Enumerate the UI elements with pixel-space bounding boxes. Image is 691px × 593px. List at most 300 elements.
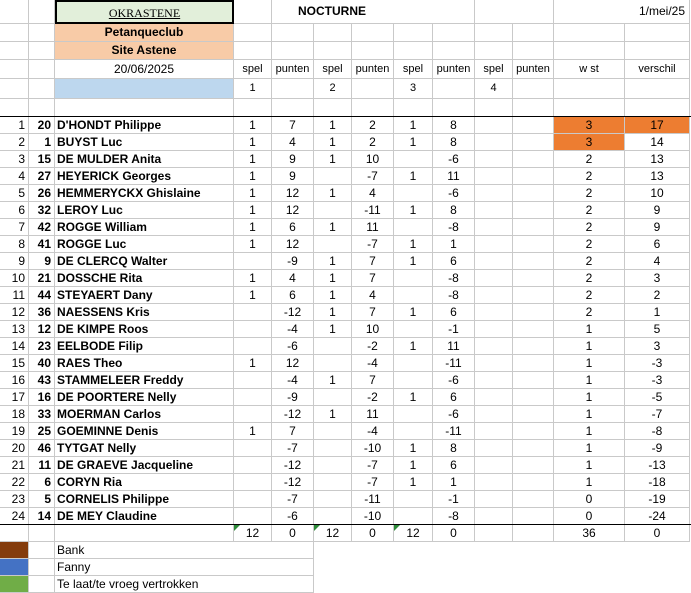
rank[interactable]: 5 xyxy=(0,185,29,202)
player-name[interactable]: CORYN Ria xyxy=(55,474,234,491)
player-number[interactable]: 11 xyxy=(29,457,55,474)
verschil-cell[interactable]: 14 xyxy=(625,134,690,151)
cell-empty[interactable] xyxy=(625,24,690,42)
punten-cell[interactable] xyxy=(513,219,554,236)
punten-cell[interactable]: 7 xyxy=(352,270,394,287)
verschil-cell[interactable]: -24 xyxy=(625,508,690,525)
punten-cell[interactable]: 4 xyxy=(352,287,394,304)
spel-cell[interactable] xyxy=(234,338,272,355)
punten-cell[interactable]: 12 xyxy=(272,236,314,253)
spel-cell[interactable] xyxy=(314,474,352,491)
verschil-cell[interactable]: -3 xyxy=(625,355,690,372)
spel-cell[interactable] xyxy=(394,491,433,508)
punten-cell[interactable]: -7 xyxy=(352,168,394,185)
cell-empty[interactable] xyxy=(433,99,475,117)
punten-cell[interactable] xyxy=(513,151,554,168)
spel-cell[interactable] xyxy=(394,270,433,287)
w-st-cell[interactable]: 1 xyxy=(554,389,625,406)
spel-cell[interactable]: 1 xyxy=(394,304,433,321)
player-number[interactable]: 23 xyxy=(29,338,55,355)
spel-cell[interactable] xyxy=(314,491,352,508)
rank[interactable]: 10 xyxy=(0,270,29,287)
cell-empty[interactable] xyxy=(0,525,29,542)
punten-cell[interactable]: -6 xyxy=(272,338,314,355)
spel-cell[interactable] xyxy=(475,423,513,440)
player-name[interactable]: STAMMELEER Freddy xyxy=(55,372,234,389)
spel-cell[interactable] xyxy=(394,287,433,304)
punten-cell[interactable]: 1 xyxy=(433,236,475,253)
player-number[interactable]: 14 xyxy=(29,508,55,525)
player-name[interactable]: DE MEY Claudine xyxy=(55,508,234,525)
w-st-cell[interactable]: 0 xyxy=(554,491,625,508)
total-p2[interactable]: 0 xyxy=(352,525,394,542)
player-name[interactable]: STEYAERT Dany xyxy=(55,287,234,304)
cell-empty[interactable] xyxy=(234,24,272,42)
spel-cell[interactable] xyxy=(475,457,513,474)
punten-cell[interactable] xyxy=(513,355,554,372)
spel-cell[interactable] xyxy=(234,491,272,508)
verschil-cell[interactable]: 1 xyxy=(625,304,690,321)
spel-cell[interactable] xyxy=(314,389,352,406)
total-w-st[interactable]: 36 xyxy=(554,525,625,542)
spel-cell[interactable]: 1 xyxy=(234,219,272,236)
punten-cell[interactable]: -7 xyxy=(272,440,314,457)
spel-cell[interactable]: 1 xyxy=(314,151,352,168)
spel-cell[interactable]: 1 xyxy=(394,389,433,406)
player-number[interactable]: 12 xyxy=(29,321,55,338)
punten-cell[interactable]: -1 xyxy=(433,321,475,338)
rank[interactable]: 11 xyxy=(0,287,29,304)
cell-empty[interactable] xyxy=(55,99,234,117)
spel-cell[interactable]: 1 xyxy=(234,423,272,440)
spel-cell[interactable] xyxy=(314,168,352,185)
spel-cell[interactable] xyxy=(475,168,513,185)
w-st-cell[interactable]: 1 xyxy=(554,440,625,457)
cell-b1[interactable] xyxy=(29,0,55,24)
spel-cell[interactable]: 1 xyxy=(234,168,272,185)
punten-cell[interactable]: 12 xyxy=(272,202,314,219)
spel-cell[interactable]: 1 xyxy=(314,372,352,389)
header-spel[interactable]: spel xyxy=(475,60,513,79)
spel-cell[interactable] xyxy=(475,270,513,287)
player-number[interactable]: 41 xyxy=(29,236,55,253)
cell-empty[interactable] xyxy=(475,99,513,117)
punten-cell[interactable]: 6 xyxy=(433,253,475,270)
cell-a1[interactable] xyxy=(0,0,29,24)
spel-cell[interactable]: 1 xyxy=(394,202,433,219)
rank[interactable]: 20 xyxy=(0,440,29,457)
punten-cell[interactable] xyxy=(513,338,554,355)
punten-cell[interactable] xyxy=(513,423,554,440)
spel-cell[interactable]: 1 xyxy=(394,253,433,270)
spel-cell[interactable] xyxy=(475,440,513,457)
total-p3[interactable]: 0 xyxy=(433,525,475,542)
player-number[interactable]: 43 xyxy=(29,372,55,389)
punten-cell[interactable] xyxy=(513,457,554,474)
spel-cell[interactable]: 1 xyxy=(314,219,352,236)
verschil-cell[interactable]: 3 xyxy=(625,338,690,355)
punten-cell[interactable] xyxy=(513,168,554,185)
punten-cell[interactable] xyxy=(513,202,554,219)
w-st-cell[interactable]: 3 xyxy=(554,134,625,151)
punten-cell[interactable]: -2 xyxy=(352,338,394,355)
w-st-cell[interactable]: 2 xyxy=(554,202,625,219)
player-name[interactable]: CORNELIS Philippe xyxy=(55,491,234,508)
punten-cell[interactable]: 9 xyxy=(272,151,314,168)
cell-a5[interactable] xyxy=(0,79,29,99)
cell-empty[interactable] xyxy=(513,79,554,99)
cell-empty[interactable] xyxy=(625,99,690,117)
w-st-cell[interactable]: 0 xyxy=(554,508,625,525)
rank[interactable]: 8 xyxy=(0,236,29,253)
w-st-cell[interactable]: 3 xyxy=(554,117,625,134)
punten-cell[interactable] xyxy=(513,491,554,508)
spel-cell[interactable]: 1 xyxy=(234,270,272,287)
header-spel[interactable]: spel xyxy=(314,60,352,79)
punten-cell[interactable]: -6 xyxy=(433,406,475,423)
punten-cell[interactable] xyxy=(513,508,554,525)
w-st-cell[interactable]: 2 xyxy=(554,270,625,287)
rank[interactable]: 12 xyxy=(0,304,29,321)
player-number[interactable]: 32 xyxy=(29,202,55,219)
verschil-cell[interactable]: -18 xyxy=(625,474,690,491)
player-number[interactable]: 16 xyxy=(29,389,55,406)
spel-cell[interactable] xyxy=(394,219,433,236)
cell-empty[interactable] xyxy=(513,42,554,60)
player-name[interactable]: D'HONDT Philippe xyxy=(55,117,234,134)
punten-cell[interactable]: -7 xyxy=(352,474,394,491)
punten-cell[interactable]: -4 xyxy=(272,321,314,338)
punten-cell[interactable]: 7 xyxy=(272,117,314,134)
spel-cell[interactable] xyxy=(234,474,272,491)
rank[interactable]: 17 xyxy=(0,389,29,406)
spel-cell[interactable]: 1 xyxy=(234,185,272,202)
verschil-cell[interactable]: 4 xyxy=(625,253,690,270)
header-punten[interactable]: punten xyxy=(352,60,394,79)
rank[interactable]: 19 xyxy=(0,423,29,440)
spel-cell[interactable] xyxy=(394,406,433,423)
player-name[interactable]: DE MULDER Anita xyxy=(55,151,234,168)
w-st-cell[interactable]: 1 xyxy=(554,372,625,389)
cell-empty[interactable] xyxy=(554,42,625,60)
spel-cell[interactable] xyxy=(314,508,352,525)
punten-cell[interactable] xyxy=(513,270,554,287)
punten-cell[interactable]: 6 xyxy=(272,287,314,304)
verschil-cell[interactable]: -7 xyxy=(625,406,690,423)
spel-cell[interactable] xyxy=(314,355,352,372)
punten-cell[interactable]: 12 xyxy=(272,185,314,202)
punten-cell[interactable]: -12 xyxy=(272,457,314,474)
spel-cell[interactable]: 1 xyxy=(314,270,352,287)
spel-cell[interactable] xyxy=(475,151,513,168)
player-number[interactable]: 25 xyxy=(29,423,55,440)
w-st-cell[interactable]: 1 xyxy=(554,457,625,474)
punten-cell[interactable]: -7 xyxy=(272,491,314,508)
header-punten[interactable]: punten xyxy=(272,60,314,79)
w-st-cell[interactable]: 2 xyxy=(554,304,625,321)
verschil-cell[interactable]: 6 xyxy=(625,236,690,253)
punten-cell[interactable] xyxy=(513,185,554,202)
spel-cell[interactable] xyxy=(394,321,433,338)
punten-cell[interactable] xyxy=(513,134,554,151)
cell-empty[interactable] xyxy=(29,542,55,559)
rank[interactable]: 4 xyxy=(0,168,29,185)
rank[interactable]: 14 xyxy=(0,338,29,355)
punten-cell[interactable]: 2 xyxy=(352,117,394,134)
spel-cell[interactable]: 1 xyxy=(314,134,352,151)
punten-cell[interactable]: -6 xyxy=(272,508,314,525)
punten-cell[interactable]: 9 xyxy=(272,168,314,185)
punten-cell[interactable]: 11 xyxy=(433,338,475,355)
rank[interactable]: 16 xyxy=(0,372,29,389)
w-st-cell[interactable]: 1 xyxy=(554,406,625,423)
verschil-cell[interactable]: 5 xyxy=(625,321,690,338)
punten-cell[interactable] xyxy=(513,287,554,304)
spel-cell[interactable] xyxy=(475,338,513,355)
legend-swatch[interactable] xyxy=(0,542,29,559)
player-name[interactable]: TYTGAT Nelly xyxy=(55,440,234,457)
player-name[interactable]: MOERMAN Carlos xyxy=(55,406,234,423)
cell-empty[interactable] xyxy=(29,525,55,542)
punten-cell[interactable]: 6 xyxy=(272,219,314,236)
player-number[interactable]: 9 xyxy=(29,253,55,270)
spel-cell[interactable]: 1 xyxy=(394,117,433,134)
template-date[interactable]: 1/mei/25 xyxy=(554,0,690,24)
rank[interactable]: 23 xyxy=(0,491,29,508)
punten-cell[interactable]: 8 xyxy=(433,440,475,457)
cell-a4[interactable] xyxy=(0,60,29,79)
punten-cell[interactable]: -7 xyxy=(352,457,394,474)
cell-empty[interactable] xyxy=(554,24,625,42)
cell-empty[interactable] xyxy=(625,42,690,60)
punten-cell[interactable] xyxy=(513,117,554,134)
rank[interactable]: 3 xyxy=(0,151,29,168)
player-number[interactable]: 26 xyxy=(29,185,55,202)
total-s3[interactable]: 12 xyxy=(394,525,433,542)
cell-empty[interactable] xyxy=(554,99,625,117)
cell-empty[interactable] xyxy=(314,24,352,42)
site-name[interactable]: Site Astene xyxy=(55,42,234,60)
spel-cell[interactable] xyxy=(394,372,433,389)
punten-cell[interactable]: 8 xyxy=(433,134,475,151)
legend-swatch[interactable] xyxy=(0,559,29,576)
punten-cell[interactable] xyxy=(513,304,554,321)
cell-empty[interactable] xyxy=(314,99,352,117)
spel-cell[interactable] xyxy=(394,185,433,202)
punten-cell[interactable]: 7 xyxy=(352,372,394,389)
cell-a2[interactable] xyxy=(0,24,29,42)
spel-cell[interactable]: 1 xyxy=(234,355,272,372)
cell-empty[interactable] xyxy=(513,99,554,117)
cell-empty[interactable] xyxy=(394,99,433,117)
w-st-cell[interactable]: 1 xyxy=(554,474,625,491)
verschil-cell[interactable]: 9 xyxy=(625,219,690,236)
header-w-st[interactable]: w st xyxy=(554,60,625,79)
punten-cell[interactable]: -10 xyxy=(352,440,394,457)
spel-cell[interactable] xyxy=(475,372,513,389)
punten-cell[interactable]: 7 xyxy=(272,423,314,440)
total-p1[interactable]: 0 xyxy=(272,525,314,542)
spel-cell[interactable] xyxy=(475,185,513,202)
punten-cell[interactable]: -4 xyxy=(352,355,394,372)
header-punten[interactable]: punten xyxy=(513,60,554,79)
cell-empty[interactable] xyxy=(352,79,394,99)
w-st-cell[interactable]: 1 xyxy=(554,423,625,440)
cell-empty[interactable] xyxy=(394,24,433,42)
player-number[interactable]: 27 xyxy=(29,168,55,185)
spel-cell[interactable] xyxy=(475,253,513,270)
cell-b3[interactable] xyxy=(29,42,55,60)
punten-cell[interactable]: -11 xyxy=(433,423,475,440)
player-name[interactable]: HEYERICK Georges xyxy=(55,168,234,185)
punten-cell[interactable]: -8 xyxy=(433,219,475,236)
punten-cell[interactable]: 12 xyxy=(272,355,314,372)
player-name[interactable]: DE POORTERE Nelly xyxy=(55,389,234,406)
player-number[interactable]: 21 xyxy=(29,270,55,287)
rank[interactable]: 2 xyxy=(0,134,29,151)
spel-cell[interactable] xyxy=(475,202,513,219)
punten-cell[interactable]: -11 xyxy=(352,202,394,219)
punten-cell[interactable]: -4 xyxy=(352,423,394,440)
punten-cell[interactable]: -9 xyxy=(272,253,314,270)
player-number[interactable]: 5 xyxy=(29,491,55,508)
total-verschil[interactable]: 0 xyxy=(625,525,690,542)
cell-empty[interactable] xyxy=(314,42,352,60)
player-number[interactable]: 40 xyxy=(29,355,55,372)
event-date[interactable]: 20/06/2025 xyxy=(55,60,234,79)
spel-cell[interactable] xyxy=(234,372,272,389)
total-s2[interactable]: 12 xyxy=(314,525,352,542)
spel-cell[interactable] xyxy=(475,474,513,491)
cell-empty[interactable] xyxy=(234,99,272,117)
cell-empty[interactable] xyxy=(29,99,55,117)
cell-empty[interactable] xyxy=(475,24,513,42)
verschil-cell[interactable]: -8 xyxy=(625,423,690,440)
punten-cell[interactable]: -2 xyxy=(352,389,394,406)
punten-cell[interactable]: 8 xyxy=(433,117,475,134)
spel-cell[interactable] xyxy=(234,389,272,406)
punten-cell[interactable]: 1 xyxy=(433,474,475,491)
spel-cell[interactable]: 1 xyxy=(234,202,272,219)
spel-cell[interactable] xyxy=(475,236,513,253)
rank[interactable]: 6 xyxy=(0,202,29,219)
cell-j1[interactable] xyxy=(475,0,554,24)
punten-cell[interactable]: 10 xyxy=(352,321,394,338)
punten-cell[interactable] xyxy=(513,372,554,389)
spel-cell[interactable] xyxy=(234,253,272,270)
punten-cell[interactable]: -6 xyxy=(433,151,475,168)
event-name[interactable]: NOCTURNE xyxy=(272,0,475,24)
player-name[interactable]: LEROY Luc xyxy=(55,202,234,219)
cell-a3[interactable] xyxy=(0,42,29,60)
blue-bar[interactable] xyxy=(55,79,234,99)
spel-cell[interactable] xyxy=(234,457,272,474)
w-st-cell[interactable]: 2 xyxy=(554,287,625,304)
spel-cell[interactable] xyxy=(475,219,513,236)
spel-cell[interactable] xyxy=(475,406,513,423)
cell-empty[interactable] xyxy=(475,42,513,60)
rank[interactable]: 1 xyxy=(0,117,29,134)
spel-cell[interactable]: 1 xyxy=(314,117,352,134)
spel-cell[interactable]: 1 xyxy=(394,474,433,491)
spel-cell[interactable] xyxy=(475,355,513,372)
spel-cell[interactable]: 1 xyxy=(394,338,433,355)
spel-cell[interactable] xyxy=(475,389,513,406)
verschil-cell[interactable]: -5 xyxy=(625,389,690,406)
cell-empty[interactable] xyxy=(272,79,314,99)
round-number[interactable]: 2 xyxy=(314,79,352,99)
w-st-cell[interactable]: 2 xyxy=(554,253,625,270)
rank[interactable]: 18 xyxy=(0,406,29,423)
cell-b4[interactable] xyxy=(29,60,55,79)
cell-empty[interactable] xyxy=(352,42,394,60)
cell-empty[interactable] xyxy=(234,42,272,60)
spel-cell[interactable]: 1 xyxy=(234,151,272,168)
player-name[interactable]: GOEMINNE Denis xyxy=(55,423,234,440)
cell-empty[interactable] xyxy=(272,99,314,117)
verschil-cell[interactable]: -3 xyxy=(625,372,690,389)
total-s1[interactable]: 12 xyxy=(234,525,272,542)
rank[interactable]: 15 xyxy=(0,355,29,372)
punten-cell[interactable]: 8 xyxy=(433,202,475,219)
spel-cell[interactable]: 1 xyxy=(314,406,352,423)
punten-cell[interactable]: 2 xyxy=(352,134,394,151)
punten-cell[interactable]: 7 xyxy=(352,304,394,321)
player-number[interactable]: 20 xyxy=(29,117,55,134)
verschil-cell[interactable]: 13 xyxy=(625,168,690,185)
cell-empty[interactable] xyxy=(554,79,625,99)
w-st-cell[interactable]: 2 xyxy=(554,185,625,202)
spel-cell[interactable] xyxy=(234,508,272,525)
spel-cell[interactable]: 1 xyxy=(394,168,433,185)
verschil-cell[interactable]: 10 xyxy=(625,185,690,202)
verschil-cell[interactable]: 17 xyxy=(625,117,690,134)
club-title[interactable]: OKRASTENE xyxy=(55,0,234,24)
w-st-cell[interactable]: 1 xyxy=(554,321,625,338)
punten-cell[interactable] xyxy=(513,253,554,270)
cell-empty[interactable] xyxy=(29,559,55,576)
player-number[interactable]: 42 xyxy=(29,219,55,236)
spel-cell[interactable] xyxy=(394,355,433,372)
spel-cell[interactable] xyxy=(475,491,513,508)
punten-cell[interactable]: -9 xyxy=(272,389,314,406)
punten-cell[interactable]: -4 xyxy=(272,372,314,389)
cell-empty[interactable] xyxy=(272,24,314,42)
spel-cell[interactable] xyxy=(475,304,513,321)
punten-cell[interactable]: 4 xyxy=(272,134,314,151)
rank[interactable]: 13 xyxy=(0,321,29,338)
player-number[interactable]: 33 xyxy=(29,406,55,423)
cell-empty[interactable] xyxy=(352,99,394,117)
w-st-cell[interactable]: 1 xyxy=(554,338,625,355)
punten-cell[interactable] xyxy=(513,321,554,338)
player-number[interactable]: 46 xyxy=(29,440,55,457)
verschil-cell[interactable]: 13 xyxy=(625,151,690,168)
spel-cell[interactable] xyxy=(314,236,352,253)
player-name[interactable]: BUYST Luc xyxy=(55,134,234,151)
punten-cell[interactable]: 11 xyxy=(433,168,475,185)
spel-cell[interactable] xyxy=(234,440,272,457)
cell-empty[interactable] xyxy=(55,525,234,542)
player-name[interactable]: DE CLERCQ Walter xyxy=(55,253,234,270)
spel-cell[interactable] xyxy=(314,423,352,440)
spel-cell[interactable]: 1 xyxy=(314,185,352,202)
punten-cell[interactable]: 4 xyxy=(352,185,394,202)
punten-cell[interactable]: -11 xyxy=(433,355,475,372)
player-name[interactable]: RAES Theo xyxy=(55,355,234,372)
rank[interactable]: 24 xyxy=(0,508,29,525)
player-number[interactable]: 44 xyxy=(29,287,55,304)
